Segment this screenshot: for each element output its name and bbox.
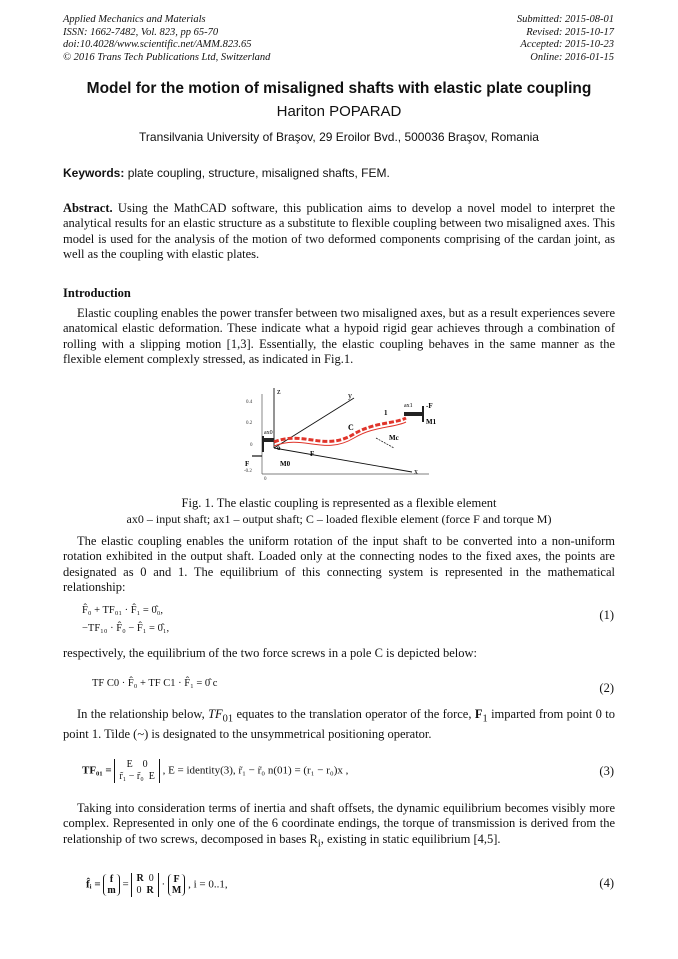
- eq4-m11: R: [136, 873, 144, 884]
- equation-2: TF C0 · F̂₀ + TF C1 · F̂₁ = 0̂ c: [92, 678, 218, 689]
- fig-label-fright: -F: [426, 402, 433, 410]
- eq4-m21: 0: [136, 885, 142, 896]
- eq3-m22: E: [148, 771, 155, 782]
- submitted-date: Submitted: 2015-08-01: [516, 14, 614, 25]
- eq4-rhs: , i = 0..1,: [188, 878, 228, 891]
- intro-paragraph-1: Elastic coupling enables the power transfer between two misaligned axes, but as a result experiences severe anatomical elastic deformation. These indicate what a hypoid rigid gear achieves through a combination of rolling with a slipping motion [1,3]. Essentially, the elastic coupling behaves in the same manner as the flexible element complexly stressed, as indicated in Fig.1.: [63, 306, 615, 367]
- equation-3: [82, 759, 348, 783]
- abstract-label: Abstract.: [63, 201, 113, 215]
- equation-3-number: (3): [599, 764, 614, 778]
- eq3-m11: E: [126, 759, 133, 770]
- fig-tick-x0: 0: [264, 477, 267, 482]
- fig-label-c: C: [348, 423, 354, 432]
- figure-caption-legend: ax0 – input shaft; ax1 – output shaft; C – loaded flexible element (force F and torque M): [126, 512, 552, 526]
- equation-2-number: (2): [599, 681, 614, 695]
- accepted-date: Accepted: 2015-10-23: [520, 39, 614, 50]
- eq4-m12: 0: [148, 873, 154, 884]
- fig-label-z: z: [277, 387, 281, 396]
- eq3-m21: r̃₁ − r̃₀: [119, 771, 144, 782]
- eq3-rhs: , E = identity(3), r̃₁ − r̃₀ n(01) = (r₁ − r₀)x ,: [162, 764, 349, 777]
- fig-label-1: 1: [384, 409, 388, 417]
- eq4-w2: M: [171, 885, 182, 896]
- fig-label-f: F: [310, 450, 315, 458]
- intro-paragraph-2: The elastic coupling enables the uniform rotation of the input shaft to be converted into a non-uniform rotation exhibited in the output shaft. Loaded only at the connecting nodes to the fixed axes, the points are designated as 0 and 1. The equilibrium of this connecting system is represented in the mathematical relationship:: [63, 534, 615, 595]
- fig-label-x: x: [414, 467, 418, 476]
- fig-tick-0: 0: [250, 443, 253, 448]
- fig-tick-04: 0.4: [246, 400, 253, 405]
- fig-label-m1: M1: [426, 418, 437, 426]
- fig-tick-02: 0.2: [246, 421, 253, 426]
- fig-input-flange: [262, 436, 264, 452]
- eq3-matrix: [114, 759, 159, 783]
- p5-sub: i: [317, 838, 321, 850]
- eq4-vector-FM: [168, 874, 185, 896]
- p5-text: Taking into consideration terms of inertia and shaft offsets, the dynamic equilibrium becomes visibly more complex. Represented in only one of the 6 coordinate endings, the torque of transmission is derived from the relationship of two screws, decomposed in bases R: [63, 801, 615, 846]
- keywords-text: plate coupling, structure, misaligned shafts, FEM.: [127, 166, 390, 180]
- p4-tf-sub: 01: [222, 713, 234, 725]
- p5-end: , existing in static equilibrium [4,5].: [320, 831, 501, 846]
- eq4-v2: m: [107, 885, 116, 896]
- p4-tf: TF: [208, 707, 223, 721]
- equation-4: f̂ᵢ = f m = R 0 0 R · F M , i = 0..1,: [86, 873, 228, 896]
- p4-part-a: In the relationship below,: [77, 707, 209, 721]
- figure-elastic-coupling: [244, 384, 438, 484]
- fig-label-mc: Mc: [389, 434, 399, 442]
- intro-paragraph-4: [63, 707, 615, 742]
- eq4-lhs: f̂ᵢ =: [86, 878, 101, 891]
- paper-title: Model for the motion of misaligned shafts with elastic plate coupling: [86, 80, 592, 97]
- author-name: Hariton POPARAD: [276, 103, 402, 120]
- equation-1-line-1: F̂₀ + TF₀₁ · F̂₁ = 0̂₀,: [82, 605, 164, 616]
- equation-4-number: (4): [599, 876, 614, 890]
- fig-label-fleft: F: [245, 460, 250, 468]
- figure-caption: Fig. 1. The elastic coupling is represented as a flexible element: [181, 496, 497, 510]
- fig-tick-m02: -0.2: [244, 469, 252, 474]
- eq4-v1: f: [109, 874, 114, 885]
- eq4-w1: F: [173, 874, 180, 885]
- fig-label-ax0: ax0: [264, 430, 273, 436]
- affiliation: Transilvania University of Braşov, 29 Eroilor Bvd., 500036 Braşov, Romania: [139, 130, 539, 144]
- fig-output-shaft: [404, 412, 424, 416]
- eq4-matrix: [131, 873, 158, 897]
- journal-name: Applied Mechanics and Materials: [63, 14, 206, 25]
- p4-f: F: [474, 707, 483, 721]
- p4-part-g: imparted from point 0 to point 1. Tilde (~) is designated to the unsymmetrical positioning operator.: [63, 707, 615, 741]
- abstract-text: Using the MathCAD software, this publication aims to develop a novel model to interpret the analytical results for an elastic structure as a substitute to flexible coupling between two misaligned axes. This model is used for the analysis of the motion of two deformed components comprising of the cardan joint, as well as the coupling with elastic plates.: [63, 201, 615, 262]
- intro-paragraph-5: [63, 801, 615, 852]
- fig-label-ax1: ax1: [404, 403, 413, 409]
- submission-dates: [517, 14, 614, 64]
- p4-f-sub: 1: [482, 713, 488, 725]
- fig-label-o: o: [277, 444, 281, 452]
- keywords: [63, 166, 615, 180]
- equation-1-number: (1): [599, 608, 614, 622]
- intro-paragraph-3: respectively, the equilibrium of the two force screws in a pole C is depicted below:: [63, 646, 477, 660]
- abstract: [63, 201, 615, 263]
- journal-copyright: © 2016 Trans Tech Publications Ltd, Switzerland: [63, 51, 271, 63]
- eq4-m22: R: [146, 885, 154, 896]
- p4-part-d: equates to the translation operator of the force,: [233, 707, 475, 721]
- eq3-lhs: TF₀₁ =: [82, 764, 112, 777]
- keywords-label: Keywords:: [63, 166, 125, 180]
- equation-1-line-2: −TF₁₀ · F̂₀ − F̂₁ = 0̂₁,: [82, 623, 170, 634]
- fig-label-m0: M0: [280, 460, 291, 468]
- online-date: Online: 2016-01-15: [530, 51, 614, 63]
- fig-output-flange: [422, 406, 424, 422]
- journal-info: [63, 14, 270, 64]
- eq3-m12: 0: [142, 759, 148, 770]
- eq4-vector-fm: [103, 874, 119, 896]
- journal-issn: ISSN: 1662-7482, Vol. 823, pp 65-70: [63, 26, 219, 38]
- journal-doi: doi:10.4028/www.scientific.net/AMM.823.65: [63, 39, 252, 50]
- revised-date: Revised: 2015-10-17: [526, 26, 614, 38]
- fig-label-y: y: [348, 391, 352, 400]
- section-heading-introduction: Introduction: [63, 286, 131, 300]
